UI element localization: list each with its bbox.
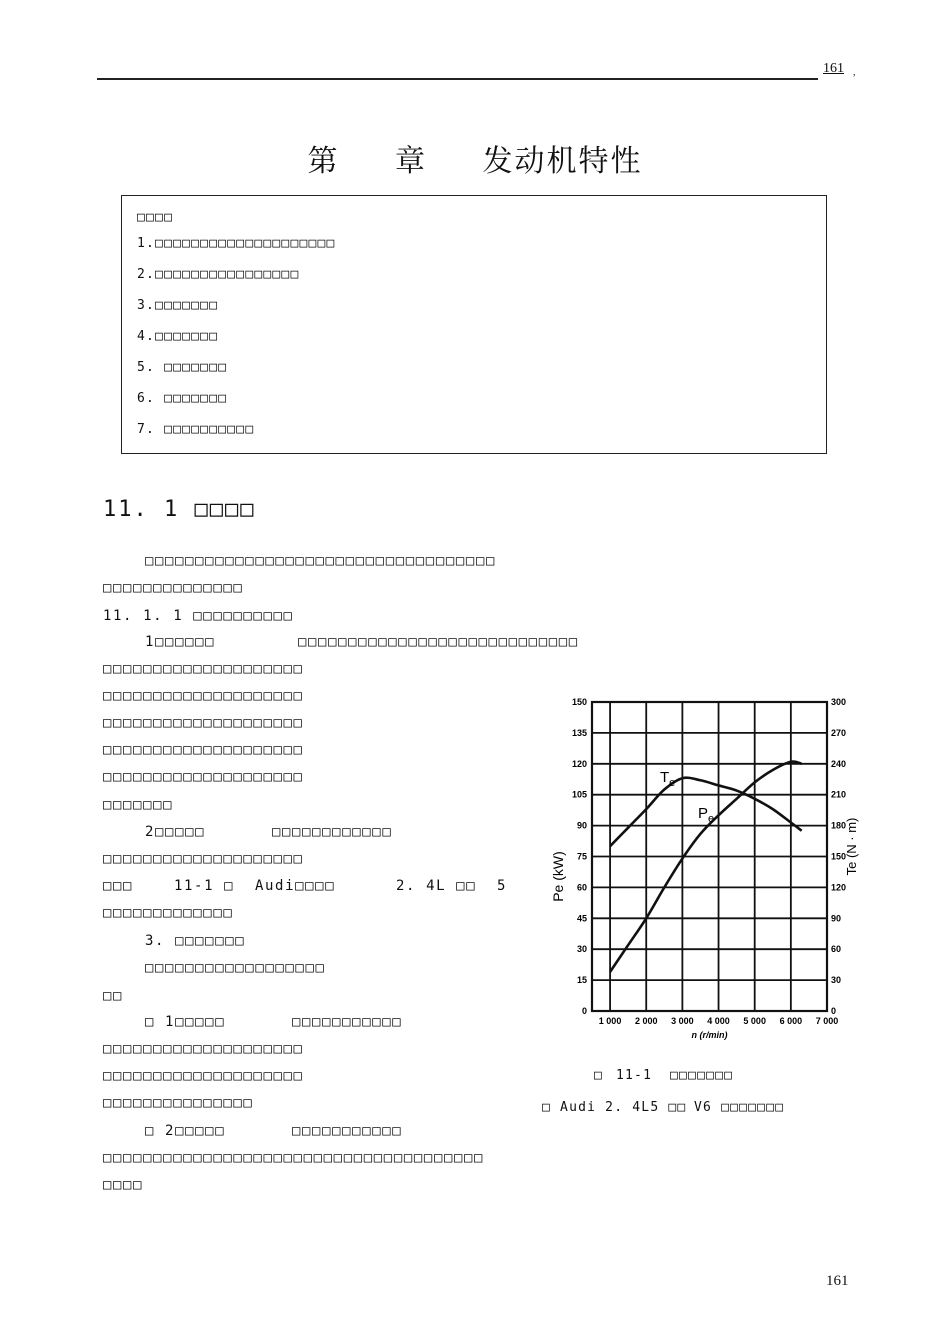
y-right-tick-label: 150	[831, 851, 847, 862]
y-right-tick-label: 60	[831, 944, 842, 955]
body-line: □□□□□□□□□□□□□□□□□□□□	[103, 661, 304, 677]
body-line: Audi□□□□	[255, 878, 336, 894]
body-line: □□□□□□□□□□□□□□□□□□	[145, 960, 326, 976]
y-left-tick-label: 0	[581, 1006, 587, 1016]
body-line: □□□□□□□□□□□□□□□	[103, 1095, 254, 1111]
objective-item: 4.□□□□□□□	[137, 329, 219, 344]
figure-caption-title: □□□□□□□	[670, 1068, 734, 1083]
x-tick-label: 7 000	[815, 1016, 839, 1026]
x-tick-label: 2 000	[634, 1016, 658, 1026]
figure-caption-sub-2: V6 □□□□□□□	[694, 1100, 785, 1115]
body-line: □□□□□□□□□□□□□□□□□□□□□□□□□□□□□□□□□□□	[145, 553, 497, 569]
y-left-tick-label: 150	[571, 697, 587, 707]
body-line: □□□□□□□□□□□□□	[103, 905, 234, 921]
body-line: 5	[497, 878, 508, 894]
y-right-axis-title: Te (N · m)	[844, 817, 859, 876]
title-part-1: 第	[307, 144, 340, 179]
curve-label-main: T	[660, 769, 670, 786]
y-right-tick-label: 240	[831, 758, 847, 769]
series-pe-curve	[610, 762, 802, 972]
y-right-tick-label: 180	[831, 820, 847, 831]
chart-grid	[592, 702, 827, 1011]
figure-caption-number: 11-1	[616, 1068, 653, 1083]
x-tick-label: 3 000	[671, 1016, 694, 1026]
body-line: 3. □□□□□□□	[145, 933, 246, 949]
body-line: □□□□□□□□□□□□□□□□□□□□	[103, 1041, 304, 1057]
x-tick-label: 5 000	[743, 1016, 766, 1026]
y-left-tick-label: 45	[576, 913, 587, 924]
body-line: □□□□□□□□□□□□□□□□□□□□□□□□□□□□□□□□□□□□□□	[103, 1150, 485, 1166]
body-line: □□□□□□□□□□□□□□□□□□□□	[103, 769, 304, 785]
curve-label-subscript: e	[669, 777, 676, 789]
footer-page-number: 161	[826, 1273, 849, 1289]
curve-label-main: P	[698, 805, 709, 822]
y-left-tick-label: 30	[576, 944, 587, 955]
objectives-heading: □□□□	[137, 210, 174, 225]
objectives-box	[121, 195, 827, 454]
chart-ticks	[572, 697, 846, 1026]
curve-label	[698, 805, 714, 825]
body-line: 2□□□□□	[145, 824, 206, 840]
header-rule	[97, 78, 818, 80]
chart-series	[610, 762, 802, 972]
body-line: □□□□□□□□□□□□□□□□□□□□	[103, 688, 304, 704]
body-line: 2. 4L □□	[396, 878, 477, 894]
figure-caption-sub: □ Audi 2. 4L5 □□	[542, 1100, 687, 1115]
body-line: □□□□□□□	[103, 797, 174, 813]
subsection-heading: 11. 1. 1 □□□□□□□□□□	[103, 608, 294, 624]
body-line: □ 1□□□□□	[145, 1014, 226, 1030]
objective-item: 2.□□□□□□□□□□□□□□□□	[137, 267, 300, 282]
body-line: □□□□□□□□□□□□□□□□□□□□	[103, 742, 304, 758]
body-line: □□□□□□□□□□□	[292, 1123, 403, 1139]
y-left-tick-label: 90	[576, 820, 587, 831]
objective-item: 3.□□□□□□□	[137, 298, 219, 313]
body-line: □□□	[103, 878, 134, 894]
title-part-2: 章	[395, 144, 427, 179]
header-page-number: 161	[823, 61, 844, 76]
body-line: □□□□□□□□□□□	[292, 1014, 403, 1030]
y-right-tick-label: 30	[831, 975, 842, 986]
figure-reference: 11-1 □	[174, 878, 235, 894]
objective-item: 6. □□□□□□□	[137, 391, 228, 406]
body-line: □ 2□□□□□	[145, 1123, 226, 1139]
y-right-tick-label: 300	[831, 697, 847, 707]
title-part-3: 发动机特性	[482, 144, 643, 179]
y-left-tick-label: 60	[576, 882, 587, 893]
objective-item: 5. □□□□□□□	[137, 360, 228, 375]
chart-axis-labels	[550, 769, 859, 1040]
y-right-tick-label: 270	[831, 727, 847, 738]
x-tick-label: 4 000	[707, 1016, 730, 1026]
body-line: □□□□	[103, 1177, 144, 1193]
curve-label-subscript: e	[708, 813, 715, 825]
body-line: 1□□□□□□	[145, 634, 216, 650]
body-line: □□□□□□□□□□□□□□□□□□□□	[103, 851, 304, 867]
section-heading: 11. 1 □□□□	[103, 497, 256, 522]
y-left-tick-label: 135	[571, 727, 587, 738]
y-left-tick-label: 75	[576, 851, 587, 862]
x-tick-label: 1 000	[598, 1016, 622, 1026]
y-right-tick-label: 0	[831, 1006, 837, 1016]
y-left-tick-label: 15	[576, 975, 587, 986]
objective-item: 1.□□□□□□□□□□□□□□□□□□□□	[137, 236, 336, 251]
chapter-title	[0, 136, 950, 180]
objective-item: 7. □□□□□□□□□□	[137, 422, 255, 437]
body-line: □□□□□□□□□□□□□□	[103, 580, 244, 596]
figure-caption-prefix: □	[594, 1068, 604, 1083]
body-line: □□□□□□□□□□□□□□□□□□□□	[103, 1068, 304, 1084]
body-line: □□□□□□□□□□□□□□□□□□□□	[103, 715, 304, 731]
y-left-tick-label: 105	[571, 789, 587, 800]
y-left-tick-label: 120	[571, 758, 587, 769]
x-tick-label: 6 000	[779, 1016, 803, 1026]
y-left-axis-title: Pe (kW)	[550, 851, 566, 902]
y-right-tick-label: 90	[831, 913, 842, 924]
body-line: □□	[103, 988, 124, 1004]
y-right-tick-label: 210	[831, 789, 847, 800]
y-right-tick-label: 120	[831, 882, 847, 893]
engine-characteristic-chart	[540, 690, 860, 1050]
x-axis-title: n (r/min)	[691, 1030, 728, 1040]
body-line: □□□□□□□□□□□□	[272, 824, 393, 840]
header-mark: ,	[853, 67, 856, 78]
body-line: □□□□□□□□□□□□□□□□□□□□□□□□□□□□	[298, 634, 579, 650]
